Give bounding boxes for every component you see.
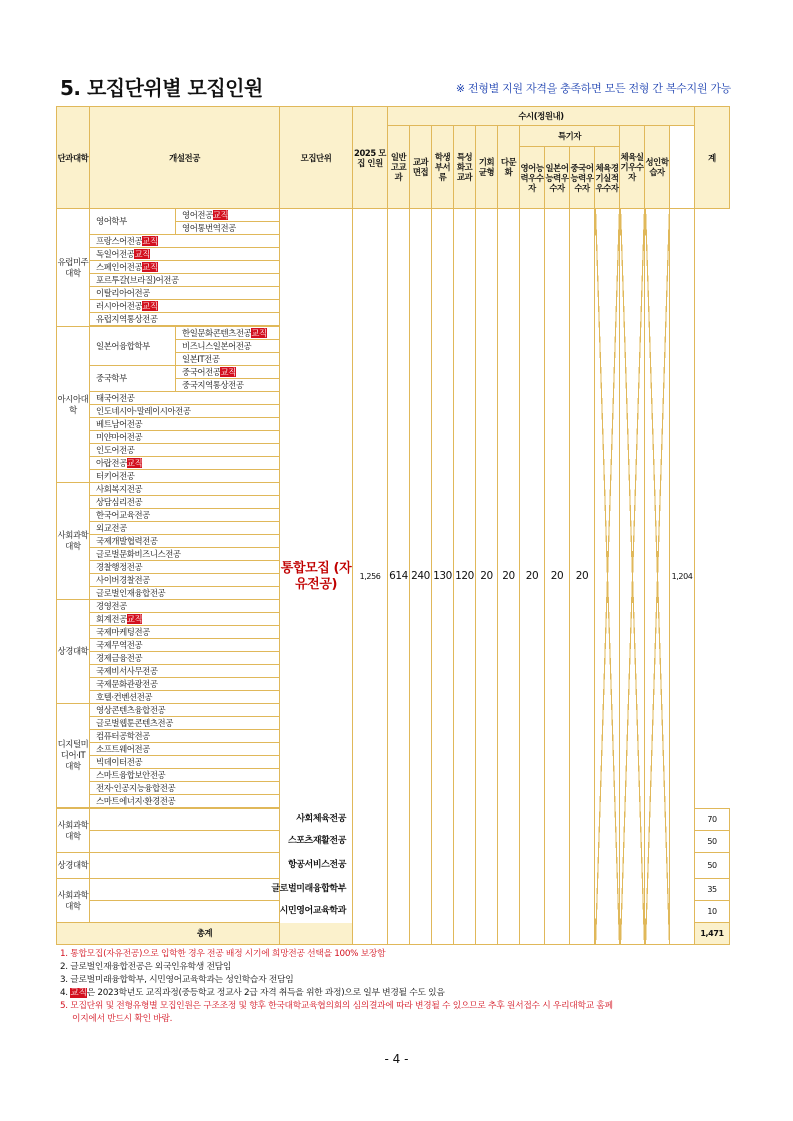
teaching-tag: 교직 (126, 457, 143, 468)
major-name: 한국어교육전공 (90, 509, 280, 522)
major-name: 스마트융합보안전공 (90, 769, 280, 782)
teaching-tag: 교직 (142, 300, 158, 311)
integrated-balance: 20 (476, 209, 498, 945)
college-business-aviation: 상경대학 (57, 853, 90, 879)
header-major: 개설전공 (90, 107, 280, 209)
header-special-group: 특기자 (520, 126, 620, 147)
major-name: 상담심리전공 (90, 496, 280, 509)
convergence-quota: 35 (695, 879, 730, 901)
major-name: 전자·인공지능융합전공 (90, 782, 280, 795)
empty-cell (645, 209, 670, 945)
major-name: 경찰행정전공 (90, 561, 280, 574)
major-name: 아랍전공 (96, 457, 127, 468)
integrated-record: 130 (432, 209, 454, 945)
major-name: 독일어전공 (96, 248, 135, 259)
major-name: 사이버경찰전공 (90, 574, 280, 587)
teaching-tag: 교직 (142, 261, 158, 272)
major-name: 글로벌웹툰콘텐츠전공 (90, 717, 280, 730)
footnote-5-cont: 이지에서 반드시 확인 바람. (72, 1014, 173, 1024)
unit-rehab: 스포츠재활전공 (90, 831, 353, 853)
major-name: 국제무역전공 (90, 639, 280, 652)
major-row (176, 327, 280, 340)
header-susi: 수시(정원내) (388, 107, 695, 126)
major-row (176, 366, 280, 379)
major-name: 경제금융전공 (90, 652, 280, 665)
major-name: 프랑스어전공 (96, 235, 143, 246)
header-record: 학생부서류 (432, 126, 454, 209)
teaching-tag: 교직 (126, 613, 143, 624)
major-name: 사회복지전공 (90, 483, 280, 496)
major-name: 영상콘텐츠융합전공 (90, 704, 280, 717)
footnote-4-prefix: 4. (60, 988, 68, 998)
major-name: 호텔·컨벤션전공 (90, 691, 280, 704)
sports-quota: 70 (695, 809, 730, 831)
major-name: 포르투갈(브라질)어전공 (90, 274, 280, 287)
teaching-tag: 교직 (220, 366, 236, 377)
page-title: 5. 모집단위별 모집인원 (60, 76, 263, 100)
integrated-interview: 240 (410, 209, 432, 945)
integrated-special-hs: 120 (454, 209, 476, 945)
teaching-tag: 교직 (134, 248, 150, 259)
major-name: 터키어전공 (90, 470, 280, 483)
header-sports-skill: 체육실기우수자 (620, 126, 645, 209)
dept-chinese: 중국학부 (90, 366, 176, 392)
dept-japanese: 일본어융합학부 (90, 327, 176, 366)
major-name: 중국어전공 (182, 366, 221, 377)
major-row (90, 300, 280, 313)
major-name: 외교전공 (90, 522, 280, 535)
sum-label: 총계 (57, 923, 353, 945)
college-europe: 유럽미주대학 (57, 209, 90, 327)
major-row (90, 248, 280, 261)
footnote-3: 3. 글로벌미래융합학부, 시민영어교육학과는 성인학습자 전담임 (60, 975, 294, 985)
major-name: 스마트에너지·환경전공 (90, 795, 280, 808)
integrated-chinese: 20 (570, 209, 595, 945)
college-digital: 디지털미디어·IT대학 (57, 704, 90, 808)
major-row (90, 613, 280, 626)
major-name: 국제마케팅전공 (90, 626, 280, 639)
footnote-1: 1. 통합모집(자유전공)으로 입학한 경우 전공 배정 시기에 희망전공 선택을 100% 보장함 (60, 949, 386, 959)
integrated-general: 614 (388, 209, 410, 945)
major-row (90, 235, 280, 248)
header-college: 단과대학 (57, 107, 90, 209)
aviation-quota: 50 (695, 853, 730, 879)
major-name: 인도네시아·말레이시아전공 (90, 405, 280, 418)
major-name: 중국지역통상전공 (176, 379, 280, 392)
major-name: 국제문화관광전공 (90, 678, 280, 691)
major-name: 러시아어전공 (96, 300, 143, 311)
major-name: 태국어전공 (90, 392, 280, 405)
footnote-2: 2. 글로벌인재융합전공은 외국인유학생 전담임 (60, 962, 232, 972)
integrated-multicultural: 20 (498, 209, 520, 945)
empty-cell (595, 209, 620, 945)
major-row (90, 457, 280, 470)
major-name: 비즈니스일본어전공 (176, 340, 280, 353)
header-adult: 성인학습자 (645, 126, 670, 209)
page-number: - 4 - (384, 1052, 409, 1066)
header-total: 계 (695, 107, 730, 209)
header-quota: 2025 모집 인원 (353, 107, 388, 209)
quota-table (56, 106, 730, 945)
unit-civic: 시민영어교육학과 (90, 901, 353, 923)
major-row (90, 261, 280, 274)
header-sports-record: 체육경기실적우수자 (595, 147, 620, 209)
header-general: 일반고교과 (388, 126, 410, 209)
college-business: 상경대학 (57, 600, 90, 704)
major-name: 글로벌인재융합전공 (90, 587, 280, 600)
teaching-tag: 교직 (70, 988, 87, 998)
teaching-tag: 교직 (142, 235, 158, 246)
header-english: 영어능력우수자 (520, 147, 545, 209)
unit-sports: 사회체육전공 (90, 809, 353, 831)
integrated-quota: 1,256 (353, 209, 388, 945)
rehab-quota: 50 (695, 831, 730, 853)
major-name: 이탈리아어전공 (90, 287, 280, 300)
empty-cell (620, 209, 645, 945)
major-name: 회계전공 (96, 613, 127, 624)
header-balance: 기회균형 (476, 126, 498, 209)
teaching-tag: 교직 (251, 327, 267, 338)
major-name: 인도어전공 (90, 444, 280, 457)
civic-quota: 10 (695, 901, 730, 923)
major-name: 미얀마어전공 (90, 431, 280, 444)
header-multicultural: 다문화 (498, 126, 520, 209)
teaching-tag: 교직 (212, 209, 229, 220)
header-interview: 교과면접 (410, 126, 432, 209)
college-social: 사회과학대학 (57, 483, 90, 600)
footnotes (60, 948, 735, 1026)
major-name: 한일문화콘텐츠전공 (182, 327, 252, 338)
header-japanese: 일본어능력우수자 (545, 147, 570, 209)
sum-quota: 1,471 (695, 923, 730, 945)
unit-aviation: 항공서비스전공 (90, 853, 353, 879)
multi-apply-note: ※ 전형별 지원 자격을 충족하면 모든 전형 간 복수지원 가능 (455, 82, 731, 95)
major-name: 영어통번역전공 (176, 222, 280, 235)
major-name: 글로벌문화비즈니스전공 (90, 548, 280, 561)
major-name: 스페인어전공 (96, 261, 143, 272)
major-name: 소프트웨어전공 (90, 743, 280, 756)
major-name: 유럽지역통상전공 (90, 313, 280, 326)
header-unit: 모집단위 (280, 107, 353, 209)
header-chinese: 중국어능력우수자 (570, 147, 595, 209)
college-social-adult: 사회과학대학 (57, 879, 90, 923)
integrated-total: 1,204 (670, 209, 695, 945)
major-name: 빅데이터전공 (90, 756, 280, 769)
major-row (176, 209, 280, 222)
footnote-4 (60, 987, 735, 1000)
integrated-english: 20 (520, 209, 545, 945)
major-name: 국제비서사무전공 (90, 665, 280, 678)
footnote-5: 5. 모집단위 및 전형유형별 모집인원은 구조조정 및 향후 한국대학교육협의회의 심의결과에 따라 변경될 수 있으므로 추후 원서접수 시 우리대학교 홈페 (60, 1001, 613, 1011)
major-name: 베트남어전공 (90, 418, 280, 431)
major-name: 일본IT전공 (176, 353, 280, 366)
major-name: 국제개발협력전공 (90, 535, 280, 548)
footnote-4-text: 은 2023학년도 교직과정(중등학교 정교사 2급 자격 취득을 위한 과정)으로 일부 변경될 수도 있음 (86, 988, 445, 998)
header-special-hs: 특성화고교과 (454, 126, 476, 209)
major-name: 컴퓨터공학전공 (90, 730, 280, 743)
unit-convergence: 글로벌미래융합학부 (90, 879, 353, 901)
dept-english: 영어학부 (90, 209, 176, 235)
integrated-unit: 통합모집 (자유전공) (280, 209, 353, 945)
major-name: 영어전공 (182, 209, 213, 220)
college-social-sports: 사회과학대학 (57, 809, 90, 853)
college-asia: 아시아대학 (57, 327, 90, 483)
major-name: 경영전공 (90, 600, 280, 613)
integrated-japanese: 20 (545, 209, 570, 945)
